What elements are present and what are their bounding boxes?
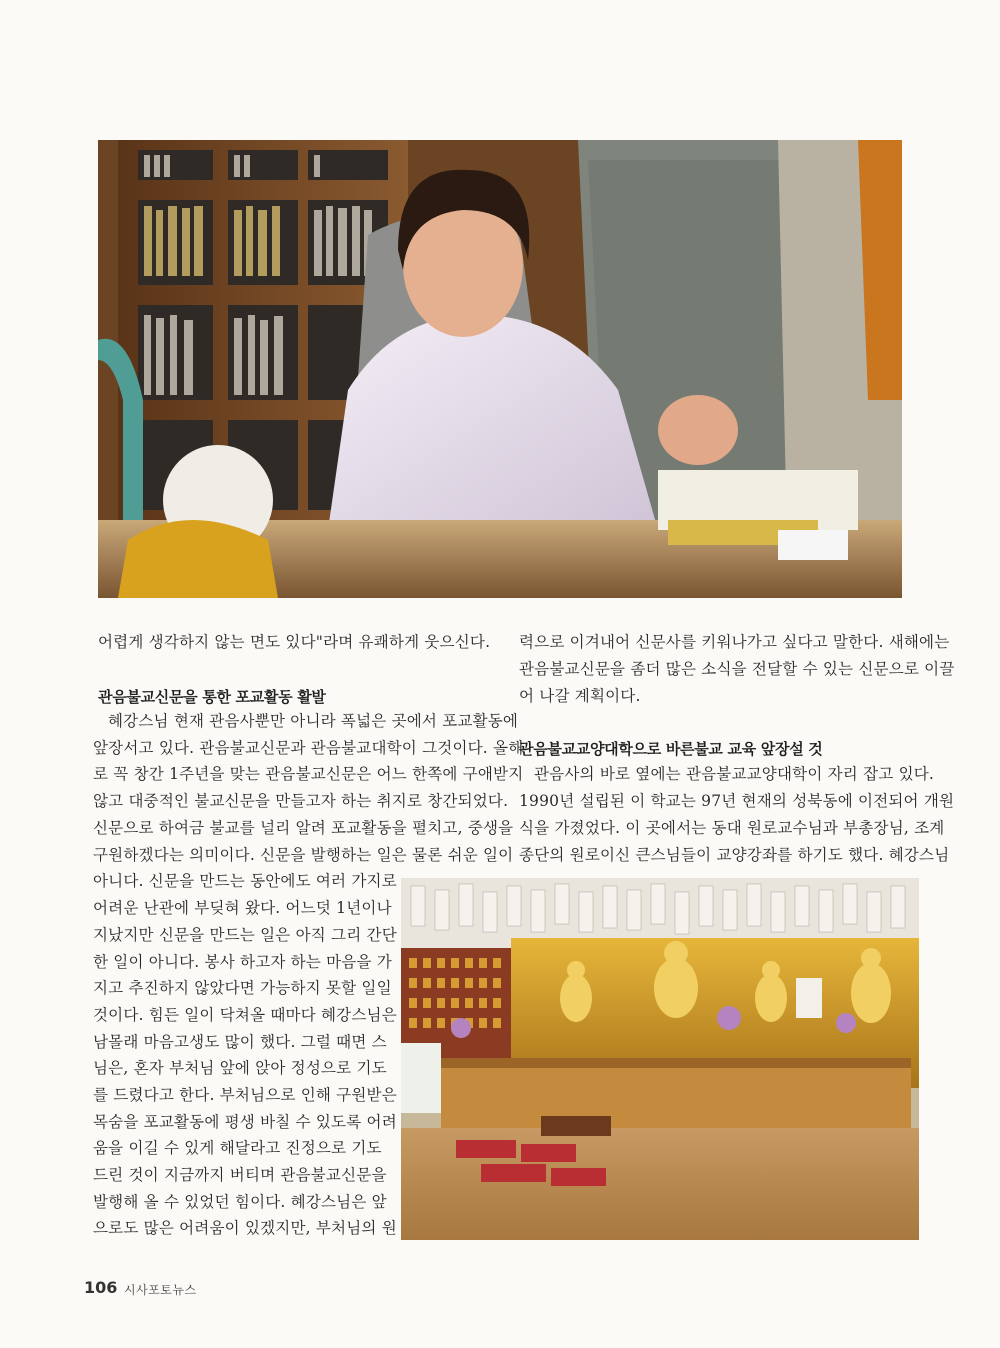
body-line: 한 일이 아니다. 봉사 하고자 하는 마음을 가 bbox=[93, 953, 392, 971]
body-line: 목숨을 포교활동에 평생 바칠 수 있도록 어려 bbox=[93, 1113, 397, 1131]
body-line: 앞장서고 있다. 관음불교신문과 관음불교대학이 그것이다. 올해 bbox=[93, 739, 524, 757]
body-line: 움을 이길 수 있게 해달라고 진정으로 기도 bbox=[93, 1139, 382, 1157]
body-line: 혜강스님 현재 관음사뿐만 아니라 폭넓은 곳에서 포교활동에 bbox=[108, 712, 519, 730]
body-line: 식을 가졌었다. 이 곳에서는 동대 원로교수님과 부총장님, 조계 bbox=[519, 819, 945, 837]
section-heading-newspaper: 관음불교신문을 통한 포교활동 활발 bbox=[98, 688, 326, 706]
body-line: 종단의 원로이신 큰스님들이 교양강좌를 하기도 했다. 혜강스님 bbox=[519, 846, 950, 864]
body-line: 지고 추진하지 않았다면 가능하지 못할 일일 bbox=[93, 979, 392, 997]
body-line: 발행해 올 수 있었던 힘이다. 혜강스님은 앞 bbox=[93, 1193, 387, 1211]
body-line: 것이다. 힘든 일이 닥쳐올 때마다 혜강스님은 bbox=[93, 1006, 397, 1024]
body-line: 구원하겠다는 의미이다. 신문을 발행하는 일은 물론 쉬운 일이 bbox=[93, 846, 514, 864]
body-line: 지났지만 신문을 만드는 일은 아직 그리 간단 bbox=[93, 926, 397, 944]
body-line: 관음사의 바로 옆에는 관음불교교양대학이 자리 잡고 있다. bbox=[534, 765, 935, 783]
magazine-name: 시사포토뉴스 bbox=[124, 1283, 197, 1297]
body-line: 아니다. 신문을 만드는 동안에도 여러 가지로 bbox=[93, 872, 397, 890]
body-line: 1990년 설립된 이 학교는 97년 현재의 성북동에 이전되어 개원 bbox=[519, 792, 955, 810]
body-line: 신문으로 하여금 불교를 널리 알려 포교활동을 펼치고, 중생을 bbox=[93, 819, 514, 837]
body-line: 어 나갈 계획이다. bbox=[519, 687, 641, 705]
body-line: 으로도 많은 어려움이 있겠지만, 부처님의 원 bbox=[93, 1219, 397, 1237]
body-line: 님은, 혼자 부처님 앞에 앉아 정성으로 기도 bbox=[93, 1059, 387, 1077]
body-line: 않고 대중적인 불교신문을 만들고자 하는 취지로 창간되었다. bbox=[93, 792, 509, 810]
body-line: 남몰래 마음고생도 많이 했다. 그럴 때면 스 bbox=[93, 1033, 387, 1051]
section-heading-college: 관음불교교양대학으로 바른불교 교육 앞장설 것 bbox=[519, 740, 823, 758]
page-number: 106 bbox=[84, 1278, 118, 1297]
body-line: 력으로 이겨내어 신문사를 키워나가고 싶다고 말한다. 새해에는 bbox=[519, 633, 950, 651]
body-line: 관음불교신문을 좀더 많은 소식을 전달할 수 있는 신문으로 이끌 bbox=[519, 660, 955, 678]
body-line: 로 꼭 창간 1주년을 맞는 관음불교신문은 어느 한쪽에 구애받지 bbox=[93, 765, 524, 783]
body-line: 를 드렸다고 한다. 부처님으로 인해 구원받은 bbox=[93, 1086, 397, 1104]
body-line: 드린 것이 지금까지 버티며 관음불교신문을 bbox=[93, 1166, 387, 1184]
photo-interview bbox=[98, 140, 902, 598]
body-line: 어렵게 생각하지 않는 면도 있다"라며 유쾌하게 웃으신다. bbox=[98, 633, 491, 651]
interview-photo-illustration bbox=[98, 140, 902, 598]
body-line: 어려운 난관에 부딪혀 왔다. 어느덧 1년이나 bbox=[93, 899, 392, 917]
photo-temple-hall bbox=[401, 878, 919, 1240]
temple-hall-illustration bbox=[401, 878, 919, 1240]
